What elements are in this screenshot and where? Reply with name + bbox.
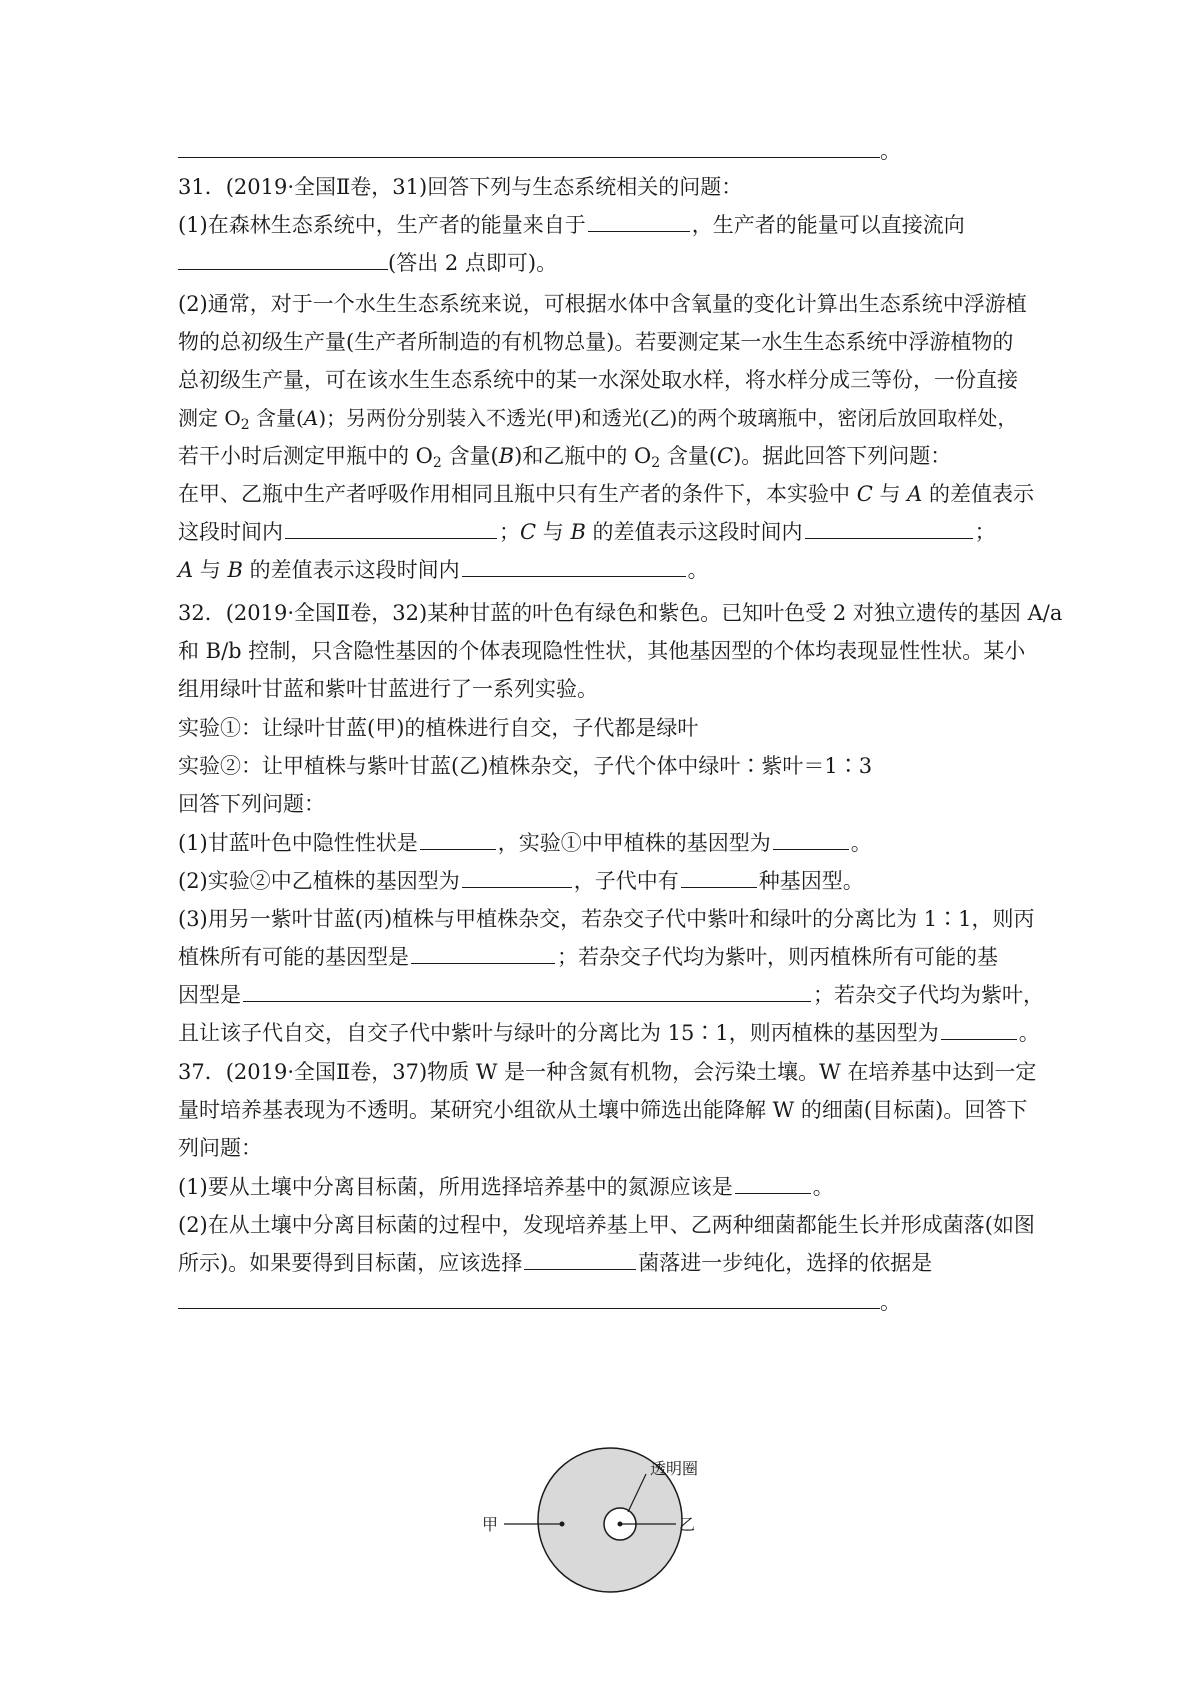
answer-blank[interactable] xyxy=(178,249,388,270)
answer-blank[interactable] xyxy=(941,1019,1017,1040)
answer-blank[interactable] xyxy=(735,1173,811,1194)
answer-blank[interactable] xyxy=(243,981,811,1002)
q37-sub2-line1: (2)在从土壤中分离目标菌的过程中，发现培养基上甲、乙两种细菌都能生长并形成菌落(如图 xyxy=(178,1213,1035,1237)
answer-blank[interactable] xyxy=(411,943,555,964)
culture-plate-figure xyxy=(480,1440,740,1600)
q37-sub2-line2: 所示)。如果要得到目标菌，应该选择 菌落进一步纯化，选择的依据是 xyxy=(178,1251,933,1275)
answer-blank[interactable] xyxy=(524,1249,636,1270)
q37-line3: 列问题： xyxy=(178,1136,262,1160)
q32-ask: 回答下列问题： xyxy=(178,792,325,816)
answer-blank[interactable] xyxy=(681,867,757,888)
q32-line3: 组用绿叶甘蓝和紫叶甘蓝进行了一系列实验。 xyxy=(178,677,598,701)
q37-line2: 量时培养基表现为不透明。某研究小组欲从土壤中筛选出能降解 W 的细菌(目标菌)。回答下 xyxy=(178,1098,1028,1122)
q31-part1-line1: (1)在森林生态系统中，生产者的能量来自于 ，生产者的能量可以直接流向 xyxy=(178,213,965,237)
q32-sub3-line3: 因型是 ；若杂交子代均为紫叶， xyxy=(178,983,1044,1007)
q32-line1: 32．(2019·全国Ⅱ卷，32)某种甘蓝的叶色有绿色和紫色。已知叶色受 2 对独立遗传的基因 A/a xyxy=(178,601,1063,625)
q32-sub1: (1)甘蓝叶色中隐性性状是 ，实验①中甲植株的基因型为 。 xyxy=(178,831,872,855)
answer-blank[interactable] xyxy=(805,518,973,539)
q37-sub2-line3: 。 xyxy=(178,1287,901,1317)
answer-blank[interactable] xyxy=(588,211,690,232)
top-answer-line: 。 xyxy=(178,136,901,166)
q31-part2-line2: 物的总初级生产量(生产者所制造的有机物总量)。若要测定某一水生生态系统中浮游植物的 xyxy=(178,330,1014,354)
answer-blank[interactable] xyxy=(178,137,880,158)
q32-sub3-line1: (3)用另一紫叶甘蓝(丙)植株与甲植株杂交，若杂交子代中紫叶和绿叶的分离比为 1∶1，则丙 xyxy=(178,907,1035,931)
q31-part2-line3: 总初级生产量，可在该水生生态系统中的某一水深处取水样，将水样分成三等份，一份直接 xyxy=(178,368,1018,392)
answer-blank[interactable] xyxy=(462,867,572,888)
answer-blank[interactable] xyxy=(462,556,686,577)
answer-blank[interactable] xyxy=(178,1288,880,1309)
q32-line2: 和 B/b 控制，只含隐性基因的个体表现隐性性状，其他基因型的个体均表现显性性状。某小 xyxy=(178,639,1026,663)
q31-part3-line2: 这段时间内 ；C 与 B 的差值表示这段时间内 ； xyxy=(178,520,996,544)
label-yi: 乙 xyxy=(679,1515,696,1534)
answer-blank[interactable] xyxy=(773,829,849,850)
q32-experiment2: 实验②：让甲植株与紫叶甘蓝(乙)植株杂交，子代个体中绿叶∶紫叶＝1∶3 xyxy=(178,754,873,778)
label-jia: 甲 xyxy=(482,1515,499,1534)
q37-sub1: (1)要从土壤中分离目标菌，所用选择培养基中的氮源应该是 。 xyxy=(178,1175,834,1199)
q32-experiment1: 实验①：让绿叶甘蓝(甲)的植株进行自交，子代都是绿叶 xyxy=(178,716,699,740)
q31-heading: 31．(2019·全国Ⅱ卷，31)回答下列与生态系统相关的问题： xyxy=(178,175,743,199)
q31-part1-line2: (答出 2 点即可)。 xyxy=(178,248,557,278)
q31-part2-line4: 测定 $O_2$ 含量(A)；另两份分别装入不透光(甲)和透光(乙)的两个玻璃瓶中，密闭后放回取样处， xyxy=(178,406,1018,433)
q32-sub3-line4: 且让该子代自交，自交子代中紫叶与绿叶的分离比为 15∶1，则丙植株的基因型为 。 xyxy=(178,1021,1040,1045)
q31-part2-line5: 若干小时后测定甲瓶中的 $O_2$ 含量(B)和乙瓶中的 $O_2$ 含量(C)。据此回答下列问题： xyxy=(178,444,952,471)
label-clear-zone: 透明圈 xyxy=(650,1459,699,1478)
answer-blank[interactable] xyxy=(420,829,496,850)
q32-sub2: (2)实验②中乙植株的基因型为 ，子代中有 种基因型。 xyxy=(178,869,864,893)
answer-blank[interactable] xyxy=(285,518,497,539)
q31-part3-line1: 在甲、乙瓶中生产者呼吸作用相同且瓶中只有生产者的条件下，本实验中 C 与 A 的差值表示 xyxy=(178,482,1034,506)
q31-part3-line3: A 与 B 的差值表示这段时间内 。 xyxy=(178,558,709,582)
q31-part2-line1: (2)通常，对于一个水生生态系统来说，可根据水体中含氧量的变化计算出生态系统中浮游植 xyxy=(178,292,1027,316)
q32-sub3-line2: 植株所有可能的基因型是 ；若杂交子代均为紫叶，则丙植株所有可能的基 xyxy=(178,945,998,969)
q37-line1: 37．(2019·全国Ⅱ卷，37)物质 W 是一种含氮有机物，会污染土壤。W 在培养基中达到一定 xyxy=(178,1060,1037,1084)
